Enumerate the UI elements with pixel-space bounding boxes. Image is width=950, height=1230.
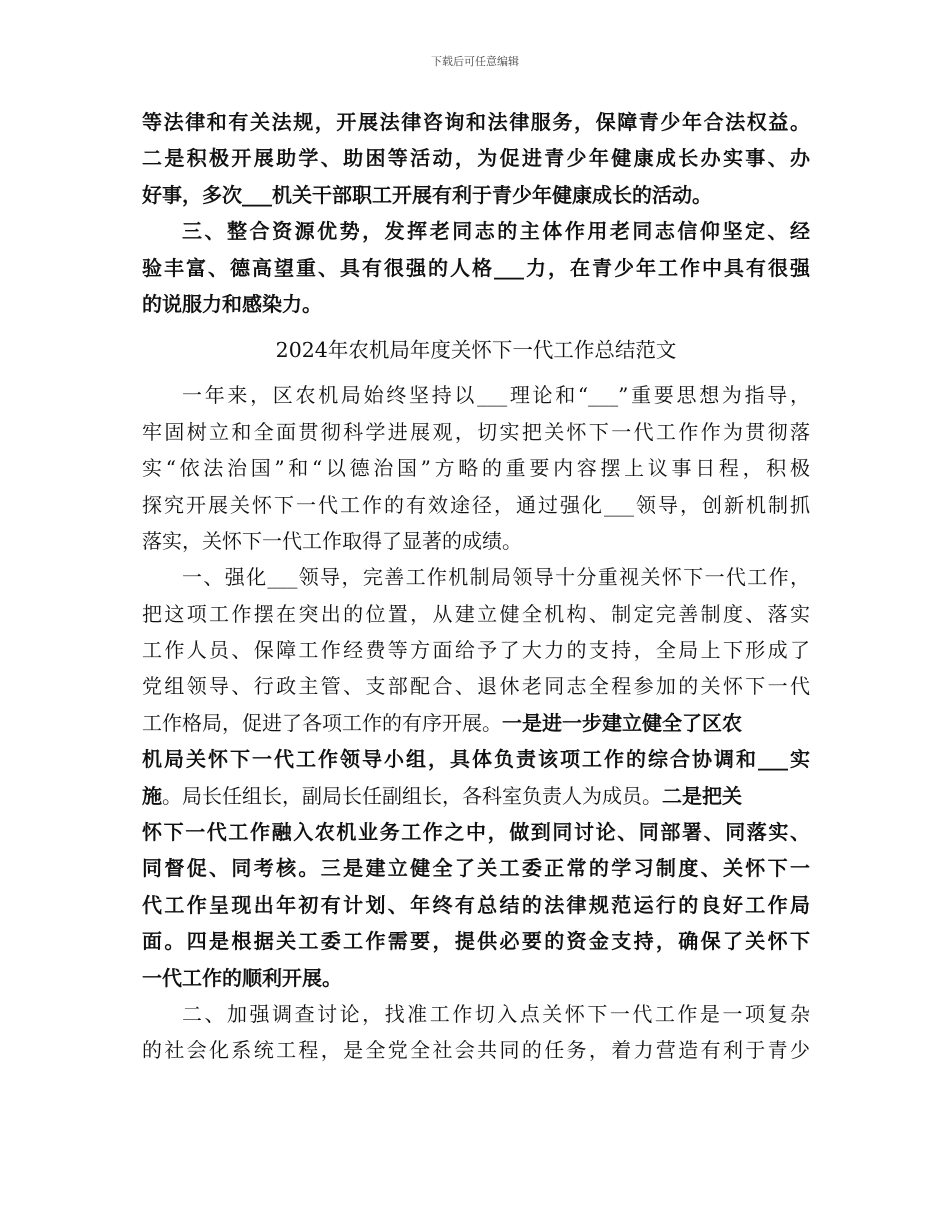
text-line: 把这项工作摆在突出的位置，从建立健全机构、制定完善制度、落实 <box>142 601 810 626</box>
text-line: 落实，关怀下一代工作取得了显著的成绩。 <box>142 528 522 553</box>
text-line: 一年来，区农机局始终坚持以___理论和“___”重要思想为指导， <box>182 383 810 408</box>
text-run: 。局长任组长，副局长任副组长，各科室负责人为成员。 <box>162 783 662 808</box>
text-run: 工作格局，促进了各项工作的有序开展。 <box>142 710 502 735</box>
bold-text-run: 施 <box>142 783 162 808</box>
text-line: 一代工作的顺利开展。 <box>142 965 342 990</box>
text-line: 的说服力和感染力。 <box>142 291 322 316</box>
text-line: 牢固树立和全面贯彻科学进展观，切实把关怀下一代工作作为贯彻落 <box>142 419 810 444</box>
text-line: 一、强化___领导，完善工作机制局领导十分重视关怀下一代工作， <box>182 565 810 590</box>
text-line: 面。四是根据关工委工作需要，提供必要的资金支持，确保了关怀下 <box>142 929 810 954</box>
page-header-note: 下载后可任意编辑 <box>431 55 519 68</box>
text-line: 怀下一代工作融入农机业务工作之中，做到同讨论、同部署、同落实、 <box>142 820 810 845</box>
text-line: 同督促、同考核。三是建立健全了关工委正常的学习制度、关怀下一 <box>142 856 810 881</box>
text-line: 的社会化系统工程，是全党全社会共同的任务，着力营造有利于青少 <box>142 1038 810 1063</box>
text-line: 等法律和有关法规，开展法律咨询和法律服务，保障青少年合法权益。 <box>142 110 810 134</box>
bold-text-run: 一是进一步建立健全了区农 <box>502 710 742 735</box>
text-line: 实“依法治国”和“以德治国”方略的重要内容摆上议事日程，积极 <box>142 456 810 481</box>
text-line: 机局关怀下一代工作领导小组，具体负责该项工作的综合协调和___实 <box>142 747 810 772</box>
text-line: 二、加强调查讨论，找准工作切入点关怀下一代工作是一项复杂 <box>182 1001 810 1026</box>
bold-text-run: 二是把关 <box>662 783 742 808</box>
text-line: 三、整合资源优势，发挥老同志的主体作用老同志信仰坚定、经 <box>182 219 810 244</box>
text-line: 探究开展关怀下一代工作的有效途径，通过强化___领导，创新机制抓 <box>142 492 810 517</box>
text-line: 党组领导、行政主管、支部配合、退休老同志全程参加的关怀下一代 <box>142 674 810 699</box>
document-body <box>142 104 810 1069</box>
document-title: 2024年农机局年度关怀下一代工作总结范文 <box>275 338 677 363</box>
text-line: 二是积极开展助学、助困等活动，为促进青少年健康成长办实事、办 <box>142 146 810 171</box>
text-line <box>142 778 810 814</box>
text-line: 验丰富、德高望重、具有很强的人格___力，在青少年工作中具有很强 <box>142 255 810 280</box>
text-line: 工作人员、保障工作经费等方面给予了大力的支持，全局上下形成了 <box>142 638 810 663</box>
text-line: 代工作呈现出年初有计划、年终有总结的法律规范运行的良好工作局 <box>142 892 810 917</box>
text-line: 好事，多次___机关干部职工开展有利于青少年健康成长的活动。 <box>142 182 712 207</box>
text-line <box>142 705 810 741</box>
